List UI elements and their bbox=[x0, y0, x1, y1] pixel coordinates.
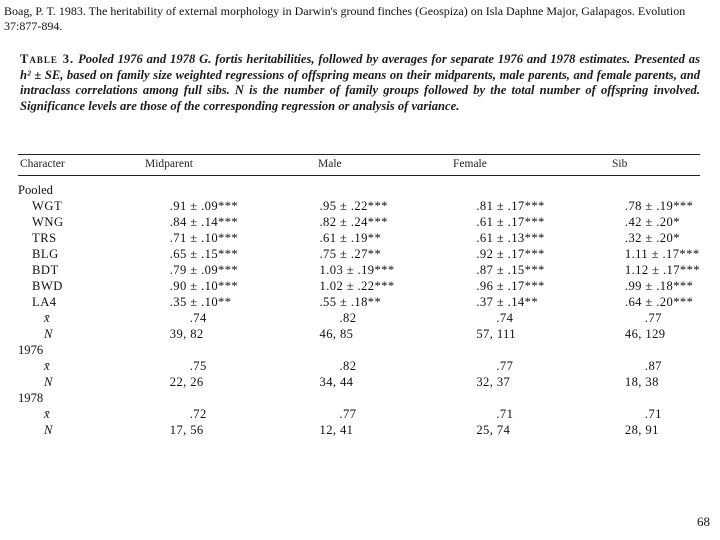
midparent-n: 22, 26 bbox=[169, 375, 204, 389]
sib-value: .99 ± .18*** bbox=[624, 279, 694, 293]
sib-value: .64 ± .20*** bbox=[624, 295, 694, 309]
male-value: .82 ± .24*** bbox=[319, 215, 388, 229]
female-value: .37 ± .14** bbox=[476, 295, 539, 309]
group-label-1978: 1978 bbox=[18, 391, 44, 405]
female-value: .61 ± .17*** bbox=[476, 215, 545, 229]
male-value: .95 ± .22*** bbox=[319, 199, 388, 213]
midparent-n: 39, 82 bbox=[169, 327, 204, 341]
mean-label: x̄ bbox=[44, 407, 50, 421]
sib-n: 18, 38 bbox=[624, 375, 659, 389]
midparent-mean: .75 bbox=[189, 359, 207, 373]
col-header-midparent: Midparent bbox=[145, 158, 193, 170]
table-row bbox=[18, 262, 700, 278]
female-n: 57, 111 bbox=[476, 327, 516, 341]
sib-mean: .77 bbox=[644, 311, 662, 325]
mean-label: x̄ bbox=[44, 311, 50, 325]
midparent-value: .65 ± .15*** bbox=[169, 247, 239, 261]
midparent-value: .90 ± .10*** bbox=[169, 279, 239, 293]
table-header-rule bbox=[18, 175, 700, 176]
n-label: N bbox=[44, 423, 53, 437]
male-mean: .77 bbox=[339, 407, 357, 421]
table-row bbox=[18, 246, 700, 262]
table-top-rule bbox=[18, 154, 700, 155]
citation-text: Boag, P. T. 1983. The heritability of external morphology in Darwin's ground finches (Geospiza) on Isla Daphne Major, Galapagos. Evolution 37:877-894. bbox=[4, 4, 686, 33]
sib-n: 28, 91 bbox=[624, 423, 659, 437]
male-value: 1.03 ± .19*** bbox=[319, 263, 395, 277]
n-row-1976 bbox=[18, 374, 700, 390]
female-mean: .71 bbox=[496, 407, 514, 421]
female-value: .87 ± .15*** bbox=[476, 263, 545, 277]
mean-label: x̄ bbox=[44, 359, 50, 373]
mean-row-1976 bbox=[18, 358, 700, 374]
mean-row-1978 bbox=[18, 406, 700, 422]
trait-label: WGT bbox=[32, 199, 63, 213]
male-value: .55 ± .18** bbox=[319, 295, 382, 309]
female-value: .61 ± .13*** bbox=[476, 231, 545, 245]
n-row-pooled bbox=[18, 326, 700, 342]
midparent-value: .84 ± .14*** bbox=[169, 215, 239, 229]
trait-label: BWD bbox=[32, 279, 63, 293]
table-row bbox=[18, 214, 700, 230]
female-mean: .77 bbox=[496, 359, 514, 373]
table-label: Table 3. bbox=[20, 52, 75, 66]
trait-label: BLG bbox=[32, 247, 59, 261]
midparent-value: .79 ± .09*** bbox=[169, 263, 239, 277]
group-row-1978 bbox=[18, 390, 700, 406]
group-label-pooled: Pooled bbox=[18, 183, 53, 197]
female-mean: .74 bbox=[496, 311, 514, 325]
male-value: .75 ± .27** bbox=[319, 247, 382, 261]
trait-label: LA4 bbox=[32, 295, 57, 309]
caption-body: Pooled 1976 and 1978 G. fortis heritabilities, followed by averages for separate 1976 and 1978 estimates. Presented as h² ± SE, based on family size weighted regressions of offspring means on their midparents, male parents, and female parents, and intraclass correlations among full sibs. N is the number of family groups followed by the total number of offspring involved. Significance levels are those of the corresponding regression or analysis of variance. bbox=[20, 52, 700, 113]
sib-n: 46, 129 bbox=[624, 327, 666, 341]
sib-value: 1.12 ± .17*** bbox=[624, 263, 700, 277]
group-row-pooled bbox=[18, 182, 700, 198]
table-row bbox=[18, 198, 700, 214]
male-n: 12, 41 bbox=[319, 423, 354, 437]
male-n: 46, 85 bbox=[319, 327, 354, 341]
table-row bbox=[18, 294, 700, 310]
mean-row-pooled bbox=[18, 310, 700, 326]
group-label-1976: 1976 bbox=[18, 343, 44, 357]
midparent-n: 17, 56 bbox=[169, 423, 204, 437]
sib-value: 1.11 ± .17*** bbox=[624, 247, 700, 261]
n-label: N bbox=[44, 327, 53, 341]
trait-label: TRS bbox=[32, 231, 57, 245]
col-header-female: Female bbox=[453, 158, 487, 170]
midparent-mean: .72 bbox=[189, 407, 207, 421]
female-n: 32, 37 bbox=[476, 375, 511, 389]
heritability-table bbox=[18, 182, 700, 438]
table-caption bbox=[20, 52, 700, 114]
female-value: .81 ± .17*** bbox=[476, 199, 545, 213]
male-mean: .82 bbox=[339, 359, 357, 373]
trait-label: BDT bbox=[32, 263, 59, 277]
male-value: .61 ± .19** bbox=[319, 231, 382, 245]
midparent-value: .71 ± .10*** bbox=[169, 231, 239, 245]
table-row bbox=[18, 230, 700, 246]
table-row bbox=[18, 278, 700, 294]
midparent-mean: .74 bbox=[189, 311, 207, 325]
n-label: N bbox=[44, 375, 53, 389]
group-row-1976 bbox=[18, 342, 700, 358]
male-value: 1.02 ± .22*** bbox=[319, 279, 395, 293]
midparent-value: .91 ± .09*** bbox=[169, 199, 239, 213]
col-header-male: Male bbox=[318, 158, 342, 170]
midparent-value: .35 ± .10** bbox=[169, 295, 232, 309]
sib-value: .78 ± .19*** bbox=[624, 199, 694, 213]
col-header-sib: Sib bbox=[612, 158, 628, 170]
sib-mean: .87 bbox=[644, 359, 662, 373]
female-value: .92 ± .17*** bbox=[476, 247, 545, 261]
male-n: 34, 44 bbox=[319, 375, 354, 389]
female-n: 25, 74 bbox=[476, 423, 511, 437]
col-header-character: Character bbox=[20, 158, 65, 170]
trait-label: WNG bbox=[32, 215, 64, 229]
sib-value: .32 ± .20* bbox=[624, 231, 680, 245]
male-mean: .82 bbox=[339, 311, 357, 325]
female-value: .96 ± .17*** bbox=[476, 279, 545, 293]
n-row-1978 bbox=[18, 422, 700, 438]
page-number: 68 bbox=[697, 514, 710, 529]
sib-mean: .71 bbox=[644, 407, 662, 421]
sib-value: .42 ± .20* bbox=[624, 215, 680, 229]
